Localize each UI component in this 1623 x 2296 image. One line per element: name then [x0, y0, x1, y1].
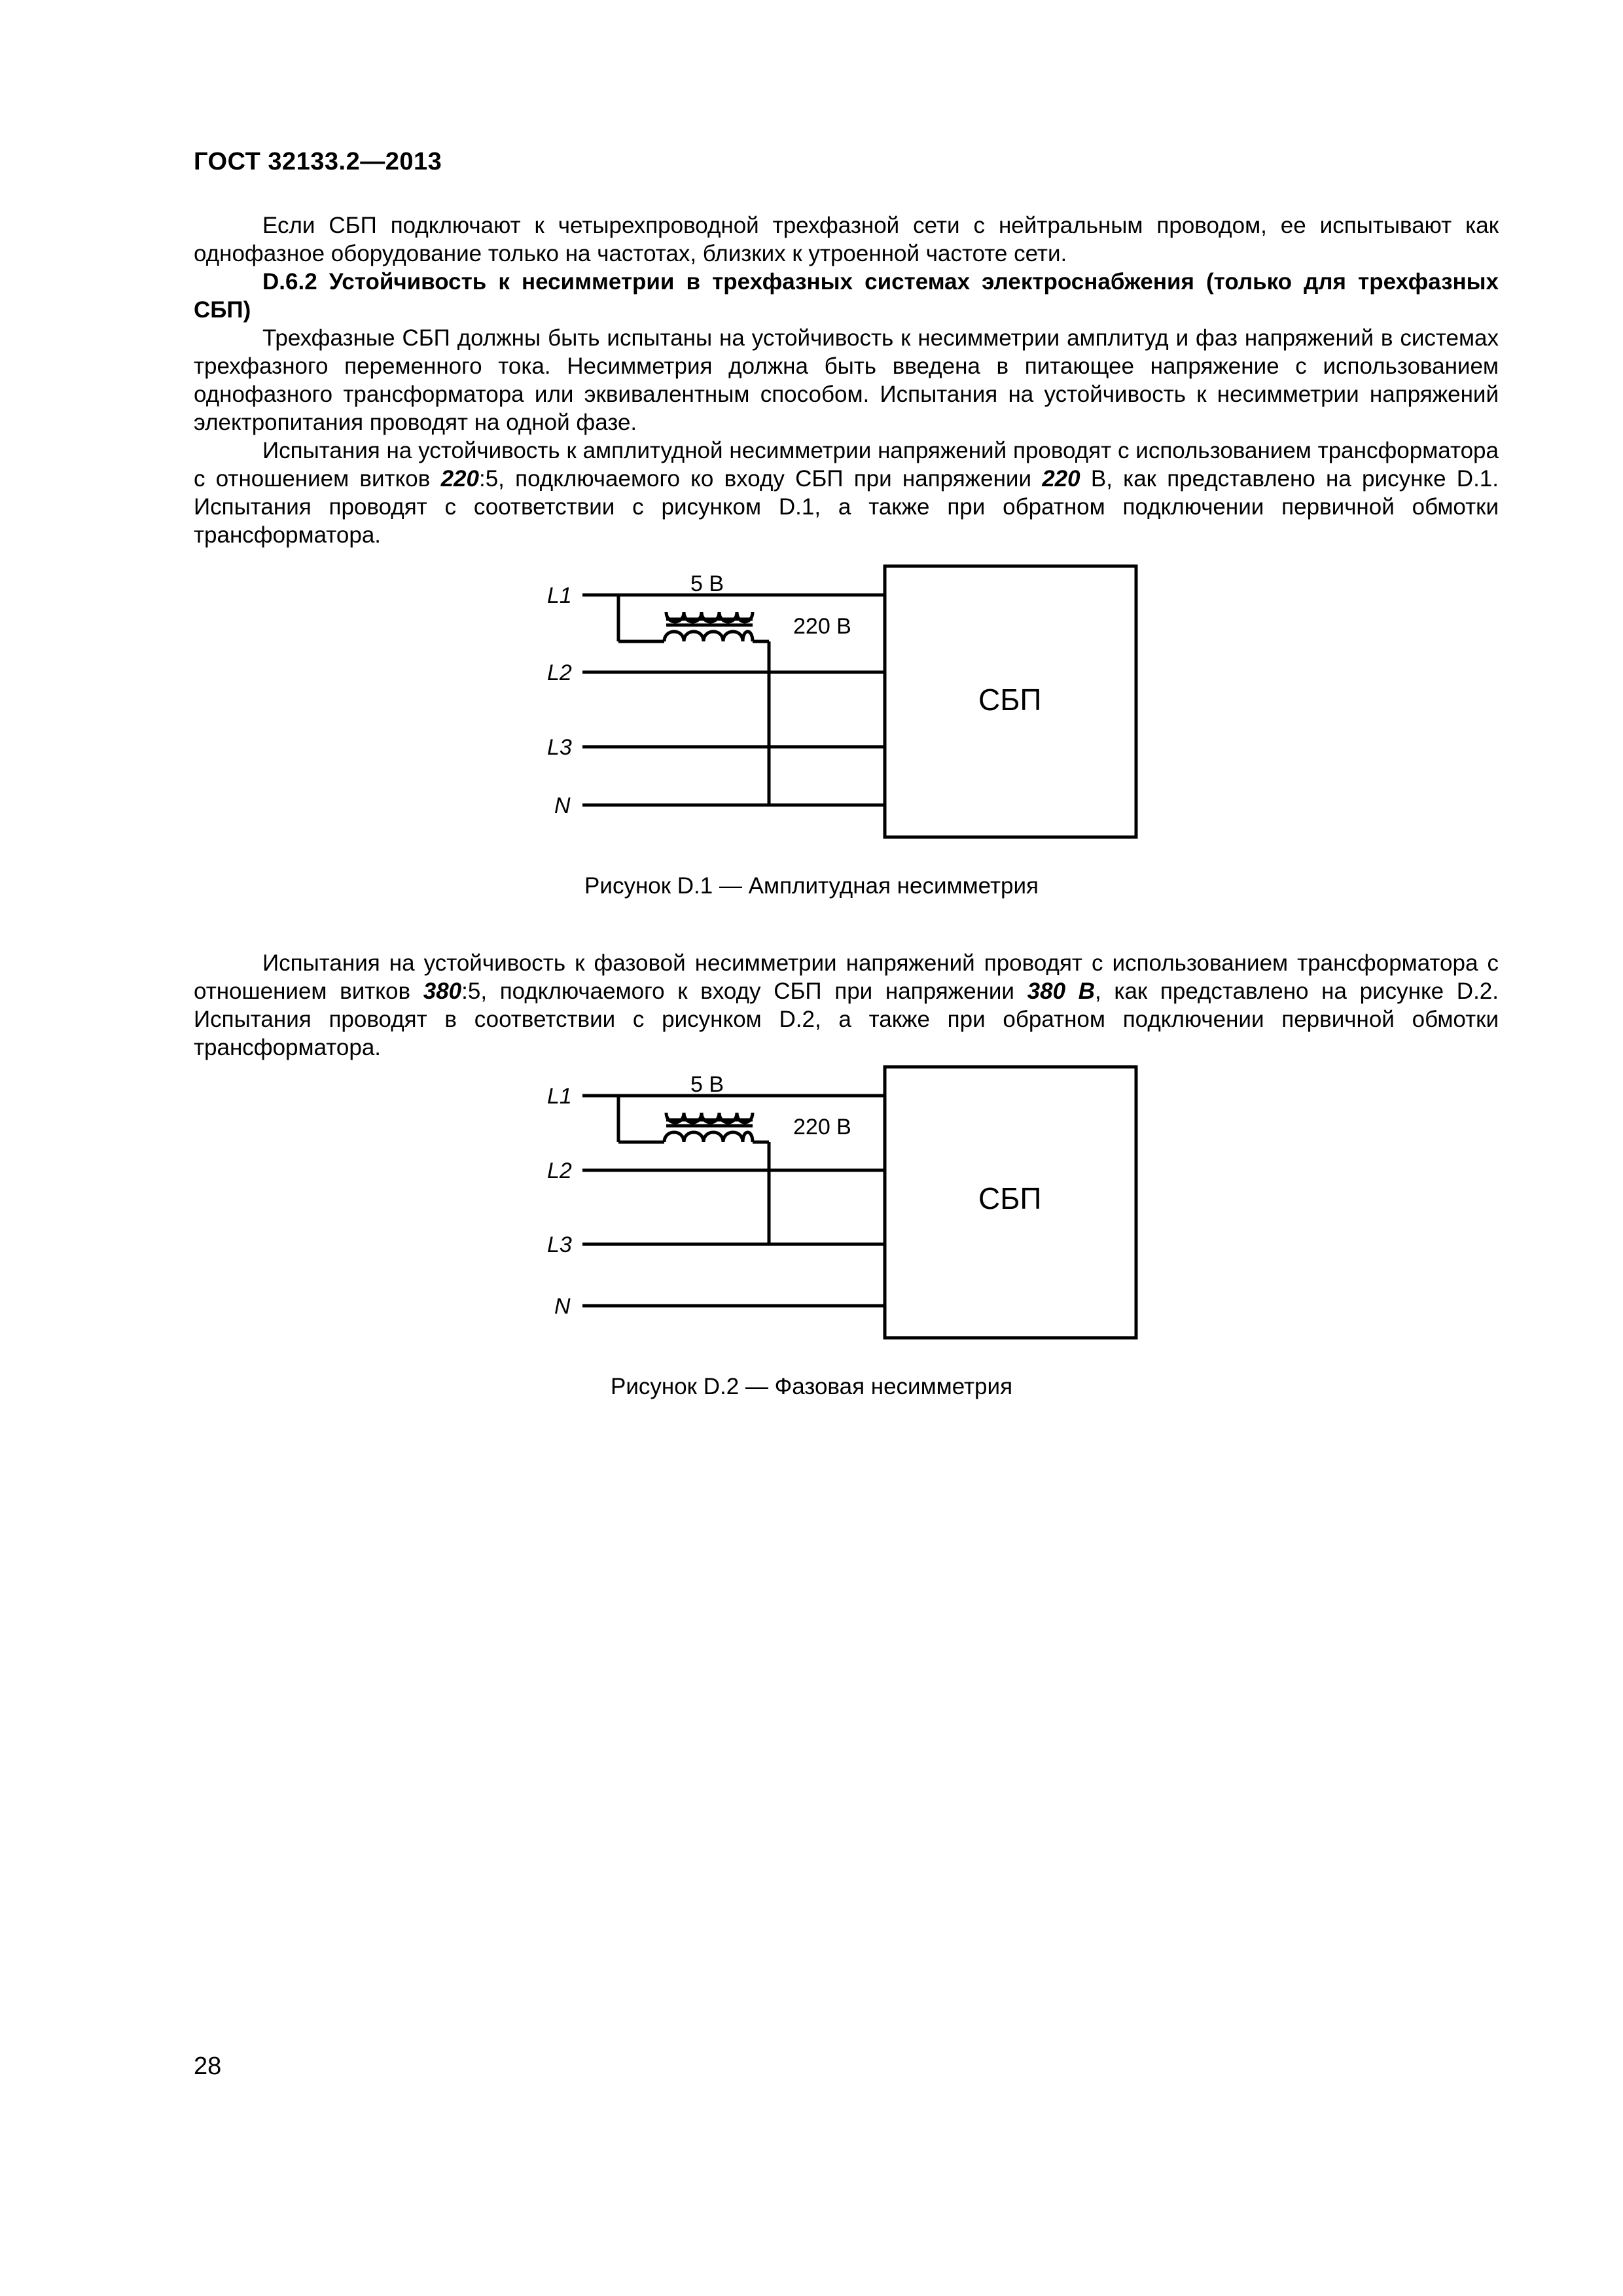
phase-ratio-value: 380 — [423, 978, 462, 1004]
label-5v: 5 В — [690, 1072, 724, 1097]
paragraph-neutral-wire: Если СБП подключают к четырехпроводной трехфазной сети с нейтральным проводом, ее испытывают как однофазное оборудование только на частотах, близких к утроенной частоте сети. — [194, 213, 1499, 266]
label-l2: L2 — [547, 1158, 572, 1183]
paragraph-amplitude-test — [194, 437, 1499, 549]
figure-d1 — [0, 563, 1623, 903]
label-220v: 220 В — [793, 1115, 851, 1139]
phase-text-3: , как представлено на рисунке D.2. Испытания проводят в соответствии с рисунком D.2, а также при обратном подключении первичной обмотки трансформатора. — [194, 978, 1499, 1060]
amplitude-text-2: :5, подключаемого ко входу СБП при напряжении — [478, 466, 1043, 492]
paragraph-phase-test — [194, 949, 1499, 1062]
label-l1: L1 — [547, 583, 572, 608]
phase-voltage-value: 380 В — [1027, 978, 1095, 1004]
amplitude-voltage-value: 220 — [1042, 466, 1080, 492]
phase-text-1: Испытания на устойчивость к фазовой несимметрии напряжений проводят с использованием трансформатора с отношением витков — [194, 950, 1499, 1004]
text-block-1 — [194, 211, 1499, 549]
primary-winding — [664, 1132, 753, 1142]
label-l1: L1 — [547, 1084, 572, 1109]
document-header: ГОСТ 32133.2—2013 — [194, 148, 442, 175]
ups-label: СБП — [978, 1181, 1042, 1215]
label-l3: L3 — [547, 1232, 572, 1257]
phase-text-2: :5, подключаемого к входу СБП при напряжении — [461, 978, 1027, 1004]
label-l3: L3 — [547, 735, 572, 760]
label-l2: L2 — [547, 660, 572, 685]
page-number: 28 — [194, 2053, 222, 2080]
label-n: N — [554, 793, 571, 818]
ups-label: СБП — [978, 683, 1042, 717]
text-block-2 — [194, 949, 1499, 1062]
label-5v: 5 В — [690, 571, 724, 596]
amplitude-text-3: В, как представлено на рисунке D.1. Испытания проводят с соответствии с рисунком D.1, а также при обратном подключении первичной обмотки трансформатора. — [194, 466, 1499, 548]
amplitude-text-1: Испытания на устойчивость к амплитудной несимметрии напряжений проводят с использованием трансформатора с отношением витков — [194, 438, 1499, 492]
figure-d1-caption: Рисунок D.1 — Амплитудная несимметрия — [584, 873, 1039, 899]
figure-d1-diagram — [0, 563, 1623, 851]
label-220v: 220 В — [793, 614, 851, 639]
section-heading — [194, 268, 1499, 324]
label-n: N — [554, 1294, 571, 1319]
primary-winding — [664, 632, 753, 641]
figure-d2 — [0, 1064, 1623, 1404]
figure-d2-diagram — [0, 1064, 1623, 1352]
section-heading-text: D.6.2 Устойчивость к несимметрии в трехфазных системах электроснабжения (только для трехфазных СБП) — [194, 269, 1499, 323]
amplitude-ratio-value: 220 — [440, 466, 479, 492]
paragraph-three-phase: Трехфазные СБП должны быть испытаны на устойчивость к несимметрии амплитуд и фаз напряжений в системах трехфазного переменного тока. Несимметрия должна быть введена в питающее напряжение с использованием однофазного трансформатора или эквивалентным способом. Испытания на устойчивость к несимметрии напряжений электропитания проводят на одной фазе. — [194, 325, 1499, 435]
figure-d2-caption: Рисунок D.2 — Фазовая несимметрия — [610, 1374, 1013, 1399]
